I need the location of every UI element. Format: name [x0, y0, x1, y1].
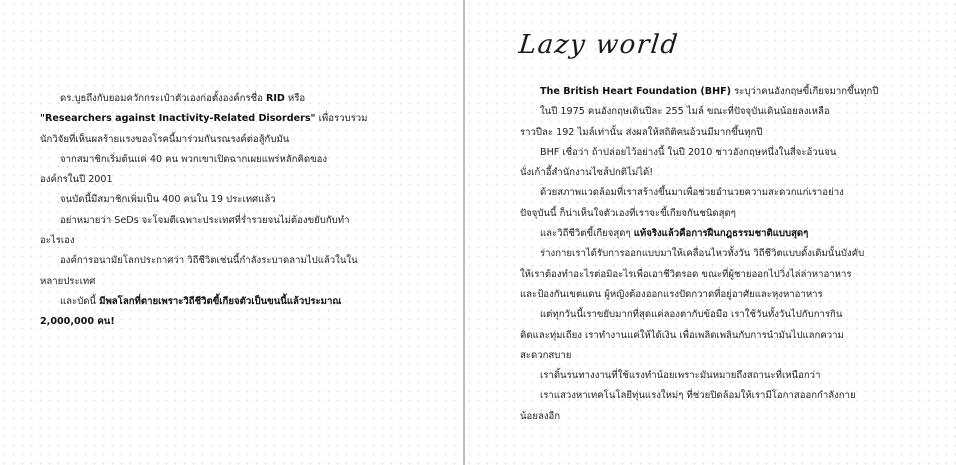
text-line: องค์กรในปี 2001	[40, 174, 113, 186]
text-line: ดร.บูธถึงกับยอมควักกระเป๋าตัวเองก่อตั้งองค์กรชื่อ RID หรือ	[60, 93, 306, 104]
text-line: อย่าหมายว่า SeDs จะโจมตีเฉพาะประเทศที่ร่ำรวยจนไม่ต้องขยับกับทำ	[60, 214, 350, 226]
text-line: ราวปีละ 192 ไมล์เท่านั้น ส่งผลให้สถิติคนอ้วนมีมากขึ้นทุกปี	[520, 126, 763, 138]
text-line: ร่างกายเราได้รับการออกแบบมาให้เคลื่อนไหวทั้งวัน วิถีชีวิตแบบดั้งเดิมนั้นบังคับ	[540, 248, 865, 260]
text-line: ด้วยสภาพแวดล้อมที่เราสร้างขึ้นมาเพื่อช่วยอำนวยความสะดวกแก่เราอย่าง	[540, 187, 844, 199]
text-line: 2,000,000 คน!	[40, 316, 115, 328]
text-line: นักวิจัยที่เห็นผลร้ายแรงของโรคนี้มาร่วมกันรณรงค์ต่อสู้กับมัน	[40, 133, 290, 145]
text-line: นั่งเก้าอี้สำนักงานไซส์ปกติไม่ได้!	[520, 167, 654, 179]
text-line: และบัดนี้ มีพลโลกที่ตายเพราะวิถีชีวิตขี้เกียจตัวเป็นขนนี้แล้วประมาณ	[60, 295, 342, 307]
page-heading: Lazy world	[517, 30, 681, 60]
text-line: ในปี 1975 คนอังกฤษเดินปีละ 255 ไมล์ ขณะที่ปัจจุบันเดินน้อยลงเหลือ	[540, 106, 830, 118]
text-line: ให้เราต้องทำอะไรต่อมิอะไรเพื่อเอาชีวิตรอด ขณะที่ผู้ชายออกไปวิ่งไล่ล่าหาอาหาร	[520, 268, 852, 280]
text-line: ปัจจุบันนี้ ก็น่าเห็นใจตัวเองที่เราจะขี้เกียจกันชนิดสุดๆ	[520, 207, 736, 219]
page-spine	[463, 0, 465, 465]
text-line: BHF เชื่อว่า ถ้าปล่อยไว้อย่างนี้ ในปี 2010 ชาวอังกฤษหนึ่งในสี่จะอ้วนจน	[540, 146, 837, 158]
text-line: จากสมาชิกเริ่มต้นแค่ 40 คน พวกเขาเปิดฉากเผยแพร่หลักคิดของ	[60, 153, 328, 165]
left-text-column	[40, 89, 430, 333]
text-line: สะดวกสบาย	[520, 349, 572, 361]
text-line: แต่ทุกวันนี้เราขยับมากที่สุดแค่ลองตากับข้อมือ เราใช้วันทั้งวันไปกับการกิน	[540, 309, 843, 321]
text-line: อะไรเอง	[40, 235, 75, 247]
text-line: หลายประเทศ	[40, 275, 96, 287]
text-line: จนบัดนี้มีสมาชิกเพิ่มเป็น 400 คนใน 19 ประเทศแล้ว	[60, 194, 276, 206]
text-line: และวิถีชีวิตขี้เกียจสุดๆ แท้จริงแล้วคือการฝืนกฎธรรมชาติแบบสุดๆ	[540, 228, 809, 240]
text-line: เราแสวงหาเทคโนโลยีทุ่นแรงใหม่ๆ ที่ช่วยปิดล้อมให้เรามีโอกาสออกกำลังกาย	[540, 390, 856, 402]
right-text-column	[520, 82, 938, 427]
text-line: คิดและทุ่มเถียง เราทำงานแค่ให้ได้เงิน เพื่อเพลิดเพลินกับการนำมันไปแลกความ	[520, 329, 844, 341]
text-line: The British Heart Foundation (BHF) ระบุว่าคนอังกฤษขี้เกียจมากขึ้นทุกปี	[540, 86, 879, 97]
text-line: องค์การอนามัยโลกประกาศว่า วิถีชีวิตเช่นนี้กำลังระบาดลามไปแล้วในใน	[60, 255, 358, 267]
text-line: "Researchers against Inactivity-Related Disorders" เพื่อรวบรวม	[40, 113, 368, 125]
text-line: เราดิ้นรนทางงานที่ใช้แรงทำน้อยเพราะมันหมายถึงสถานะที่เหนือกว่า	[540, 370, 821, 382]
text-line: น้อยลงอีก	[520, 410, 561, 422]
text-line: และป้องกันเขตแดน ผู้หญิงต้องออกแรงปัดกวาดที่อยู่อาศัยและหุงหาอาหาร	[520, 288, 823, 300]
